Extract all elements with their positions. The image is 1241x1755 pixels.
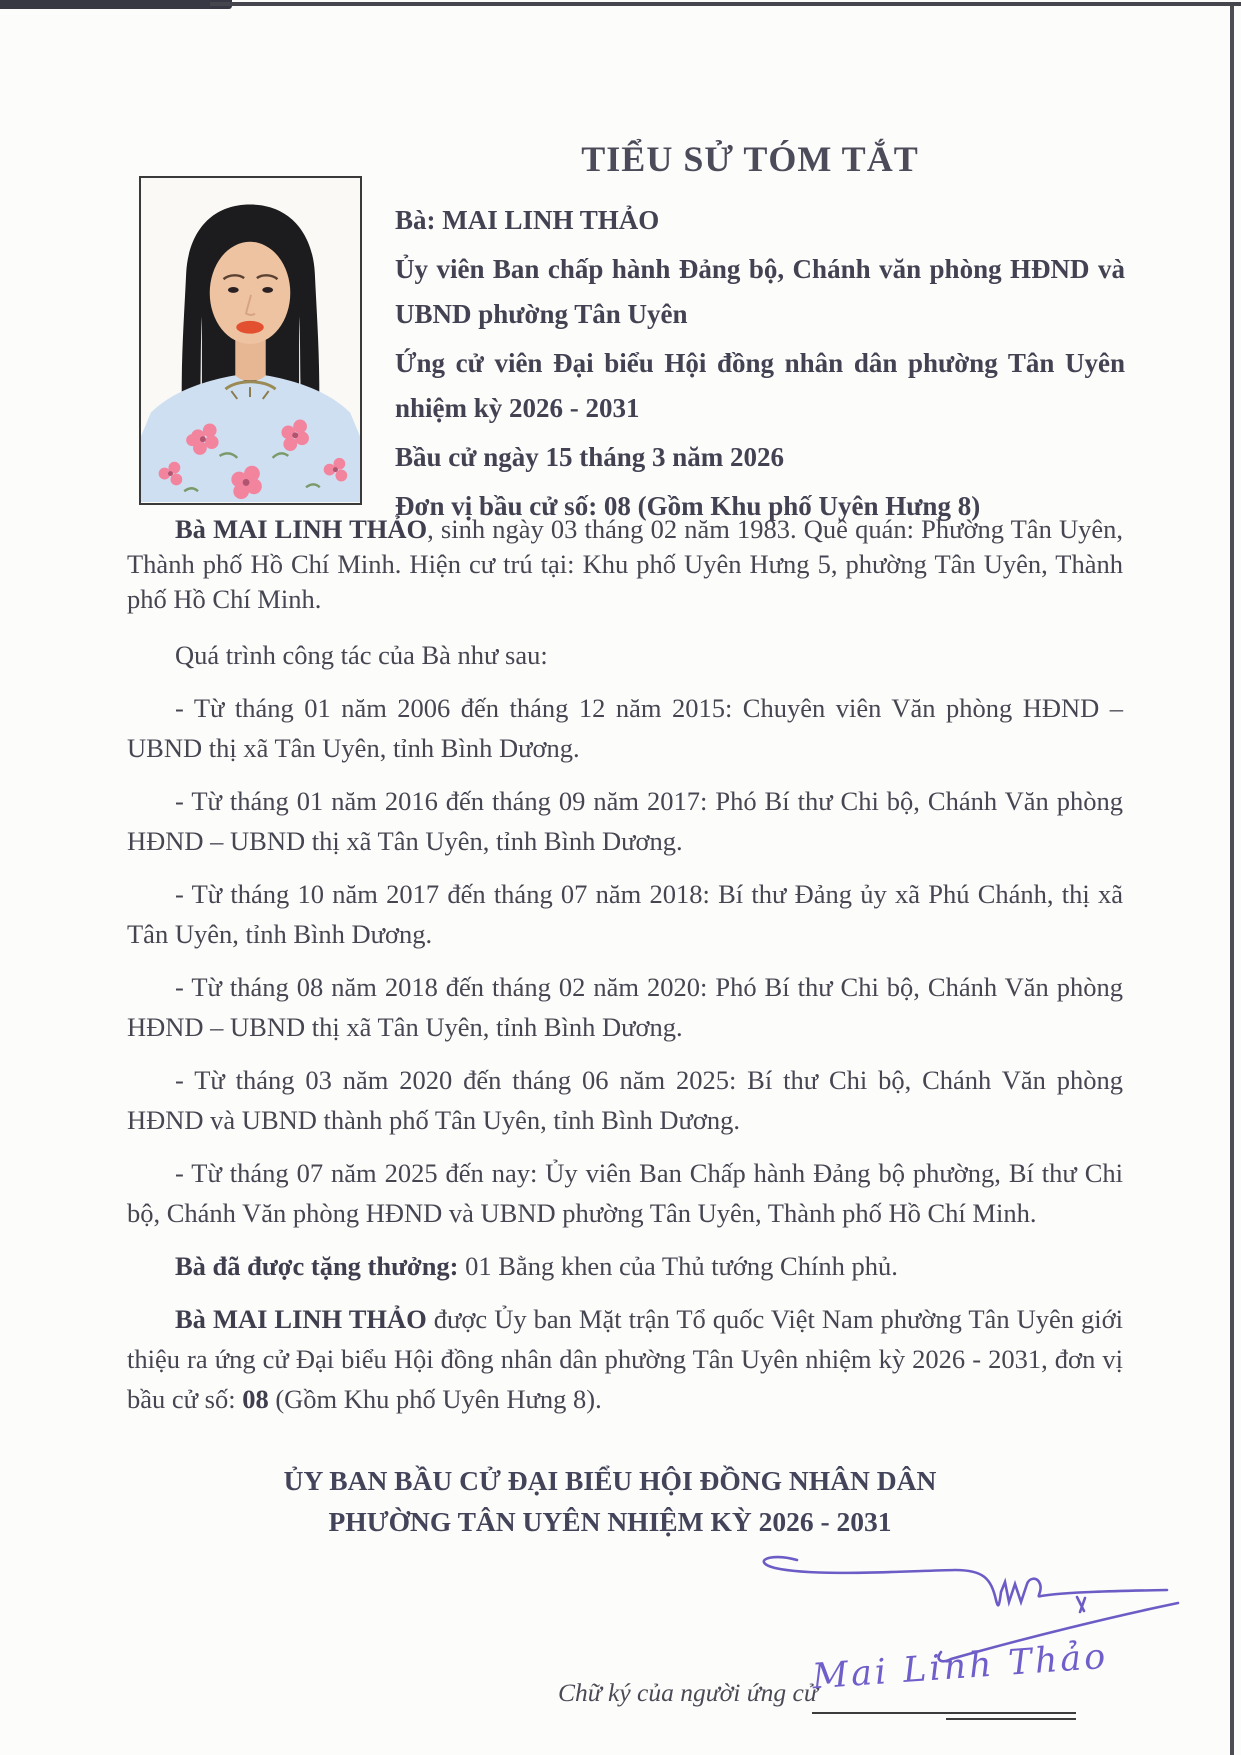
candidate-portrait-photo: [139, 176, 362, 505]
committee-line-2: PHƯỜNG TÂN UYÊN NHIỆM KỲ 2026 - 2031: [328, 1506, 892, 1537]
candidate-position-line: Ủy viên Ban chấp hành Đảng bộ, Chánh văn phòng HĐND và UBND phường Tân Uyên: [395, 254, 1125, 329]
award-lead-bold: Bà đã được tặng thưởng:: [175, 1251, 459, 1281]
signature-handwriting: Mai Linh Thảo: [810, 1636, 1110, 1698]
page-title: TIỂU SỬ TÓM TẮT: [581, 139, 919, 179]
signature-underline: [812, 1712, 1076, 1714]
nomination-unit-number: 08: [242, 1384, 269, 1414]
nomination-paragraph: [127, 1299, 1123, 1419]
election-unit-line: Đơn vị bầu cử số: 08 (Gồm Khu phố Uyên Hưng 8): [395, 491, 981, 521]
scan-artifact-top-line: [210, 2, 1241, 6]
nomination-name-bold: Bà MAI LINH THẢO: [175, 1304, 427, 1334]
committee-line-1: ỦY BAN BẦU CỬ ĐẠI BIỂU HỘI ĐỒNG NHÂN DÂN: [283, 1465, 937, 1496]
portrait-illustration: [141, 178, 360, 503]
signature-underline-second: [946, 1718, 1076, 1720]
intro-paragraph: [127, 512, 1123, 617]
candidate-info-block: [395, 198, 1125, 533]
award-text: 01 Bằng khen của Thủ tướng Chính phủ.: [458, 1251, 898, 1281]
career-item: - Từ tháng 03 năm 2020 đến tháng 06 năm 2025: Bí thư Chi bộ, Chánh Văn phòng HĐND và UBND thành phố Tân Uyên, tỉnh Bình Dương.: [127, 1065, 1123, 1135]
intro-name-bold: Bà MAI LINH THẢO: [175, 514, 428, 544]
award-paragraph: [127, 1246, 1123, 1286]
career-item: - Từ tháng 08 năm 2018 đến tháng 02 năm 2020: Phó Bí thư Chi bộ, Chánh Văn phòng HĐND – UBND thị xã Tân Uyên, tỉnh Bình Dương.: [127, 972, 1123, 1042]
career-item: - Từ tháng 01 năm 2006 đến tháng 12 năm 2015: Chuyên viên Văn phòng HĐND – UBND thị xã Tân Uyên, tỉnh Bình Dương.: [127, 693, 1123, 763]
scan-artifact-top-bar: [0, 0, 232, 9]
career-item: - Từ tháng 01 năm 2016 đến tháng 09 năm 2017: Phó Bí thư Chi bộ, Chánh Văn phòng HĐND – UBND thị xã Tân Uyên, tỉnh Bình Dương.: [127, 786, 1123, 856]
election-date-line: Bầu cử ngày 15 tháng 3 năm 2026: [395, 442, 785, 472]
intro-text: , sinh ngày 03 tháng 02 năm 1983. Quê quán: Phường Tân Uyên, Thành phố Hồ Chí Minh. Hiện cư trú tại: Khu phố Uyên Hưng 5, phường Tân Uyên, Thành phố Hồ Chí Minh.: [127, 514, 1123, 614]
candidate-candidacy-line: Ứng cử viên Đại biểu Hội đồng nhân dân phường Tân Uyên nhiệm kỳ 2026 - 2031: [395, 348, 1125, 423]
career-item: - Từ tháng 10 năm 2017 đến tháng 07 năm 2018: Bí thư Đảng ủy xã Phú Chánh, thị xã Tân Uyên, tỉnh Bình Dương.: [127, 879, 1123, 949]
career-item: - Từ tháng 07 năm 2025 đến nay: Ủy viên Ban Chấp hành Đảng bộ phường, Bí thư Chi bộ, Chánh Văn phòng HĐND và UBND phường Tân Uyên, Thành phố Hồ Chí Minh.: [127, 1158, 1123, 1228]
career-heading: Quá trình công tác của Bà như sau:: [175, 640, 548, 670]
signature-label: Chữ ký của người ứng cử: [558, 1678, 818, 1707]
election-committee-block: [127, 1460, 1093, 1542]
nomination-text-end: (Gồm Khu phố Uyên Hưng 8).: [268, 1384, 602, 1414]
candidate-name-line: Bà: MAI LINH THẢO: [395, 205, 660, 235]
scan-artifact-right-edge: [1230, 6, 1234, 1755]
nomination-text: được Ủy ban Mặt trận Tổ quốc Việt Nam phường Tân Uyên giới thiệu ra ứng cử Đại biểu Hội đồng nhân dân phường Tân Uyên nhiệm kỳ 2026 - 2031, đơn vị bầu cử số:: [127, 1304, 1124, 1414]
biography-body: [127, 512, 1123, 1432]
